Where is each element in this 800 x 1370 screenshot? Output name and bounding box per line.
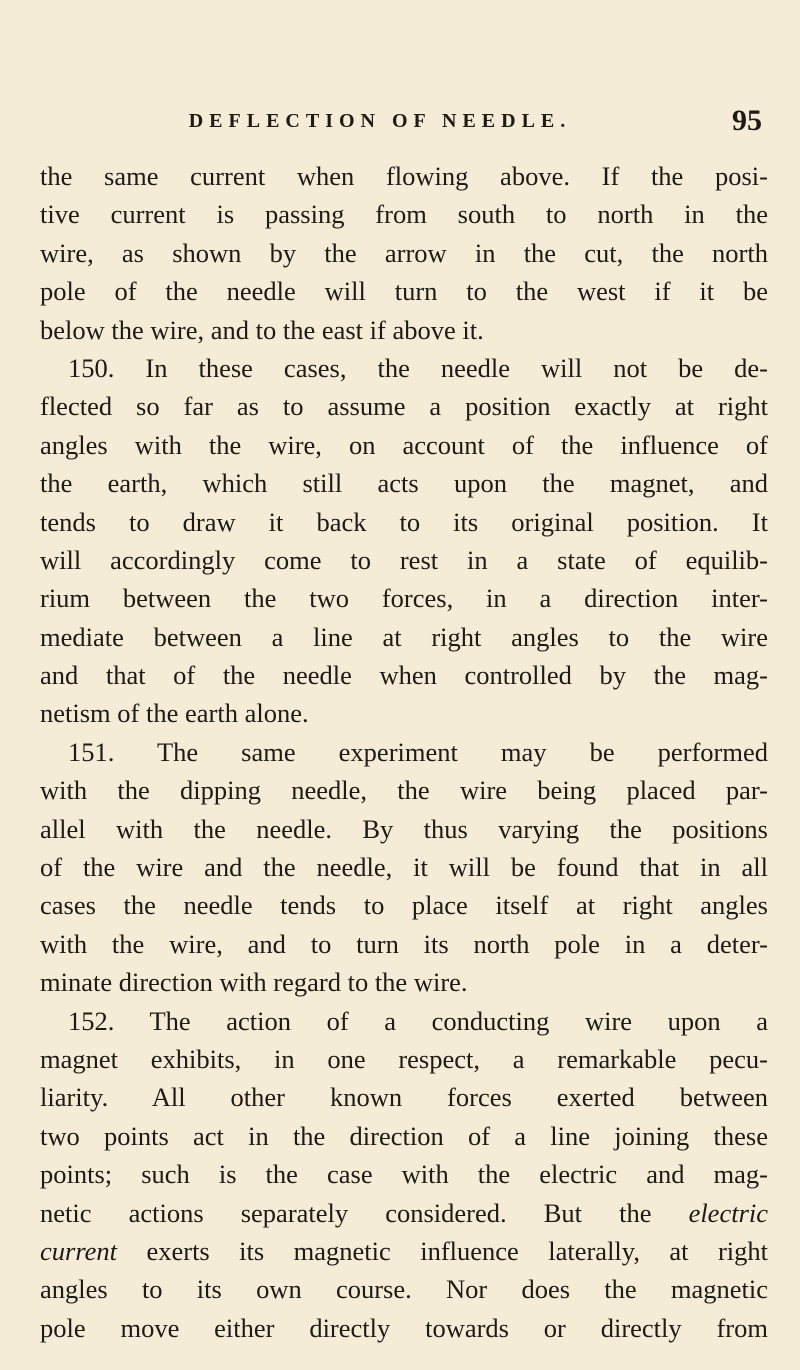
text-line: flected so far as to assume a position exactly at right [40, 391, 768, 422]
text-line: liarity. All other known forces exerted between [40, 1082, 768, 1113]
text-line: rium between the two forces, in a direction inter- [40, 583, 768, 614]
text-line [40, 1232, 768, 1270]
text-line: of the wire and the needle, it will be found that in all [40, 852, 768, 883]
text-line: angles with the wire, on account of the influence of [40, 429, 768, 460]
paragraph-150-start: 150. In these cases, the needle will not be de- [68, 352, 768, 383]
text-line: with the dipping needle, the wire being placed par- [40, 775, 768, 806]
text-line: will accordingly come to rest in a state of equilib- [40, 544, 768, 575]
text-line: below the wire, and to the east if above it. [40, 314, 484, 345]
paragraph-151-start: 151. The same experiment may be performed [68, 736, 768, 767]
text-line: points; such is the case with the electric and mag- [40, 1159, 768, 1190]
text-line: angles to its own course. Nor does the magnetic [40, 1274, 768, 1305]
text-line: mediate between a line at right angles to the wire [40, 621, 768, 652]
text-line: netism of the earth alone. [40, 698, 309, 729]
text-segment: exerts its magnetic influence laterally, at right [146, 1235, 768, 1266]
text-line: tive current is passing from south to north in the [40, 199, 768, 230]
text-line: tends to draw it back to its original position. It [40, 506, 768, 537]
text-line: two points act in the direction of a line joining these [40, 1120, 768, 1151]
text-line: pole of the needle will turn to the west if it be [40, 276, 768, 307]
text-line: allel with the needle. By thus varying the positions [40, 813, 768, 844]
body-text [40, 157, 768, 1347]
text-line: minate direction with regard to the wire. [40, 967, 468, 998]
italic-term: electric [688, 1197, 769, 1228]
text-line: and that of the needle when controlled by the mag- [40, 660, 768, 691]
text-line: with the wire, and to turn its north pole in a deter- [40, 928, 768, 959]
running-title: DEFLECTION OF NEEDLE. [188, 110, 572, 132]
page-number: 95 [732, 104, 762, 137]
text-line: the same current when flowing above. If the posi- [40, 161, 768, 191]
text-line: magnet exhibits, in one respect, a remarkable pecu- [40, 1043, 768, 1074]
text-segment: netic actions separately considered. But the [40, 1197, 652, 1228]
text-line: the earth, which still acts upon the magnet, and [40, 468, 768, 499]
paragraph-152-start: 152. The action of a conducting wire upon a [68, 1005, 768, 1036]
running-head [90, 104, 762, 144]
text-line [40, 1194, 768, 1232]
italic-term: current [40, 1235, 118, 1266]
text-line: cases the needle tends to place itself at right angles [40, 890, 768, 921]
text-line: wire, as shown by the arrow in the cut, the north [40, 237, 768, 268]
text-line: pole move either directly towards or directly from [40, 1312, 768, 1343]
